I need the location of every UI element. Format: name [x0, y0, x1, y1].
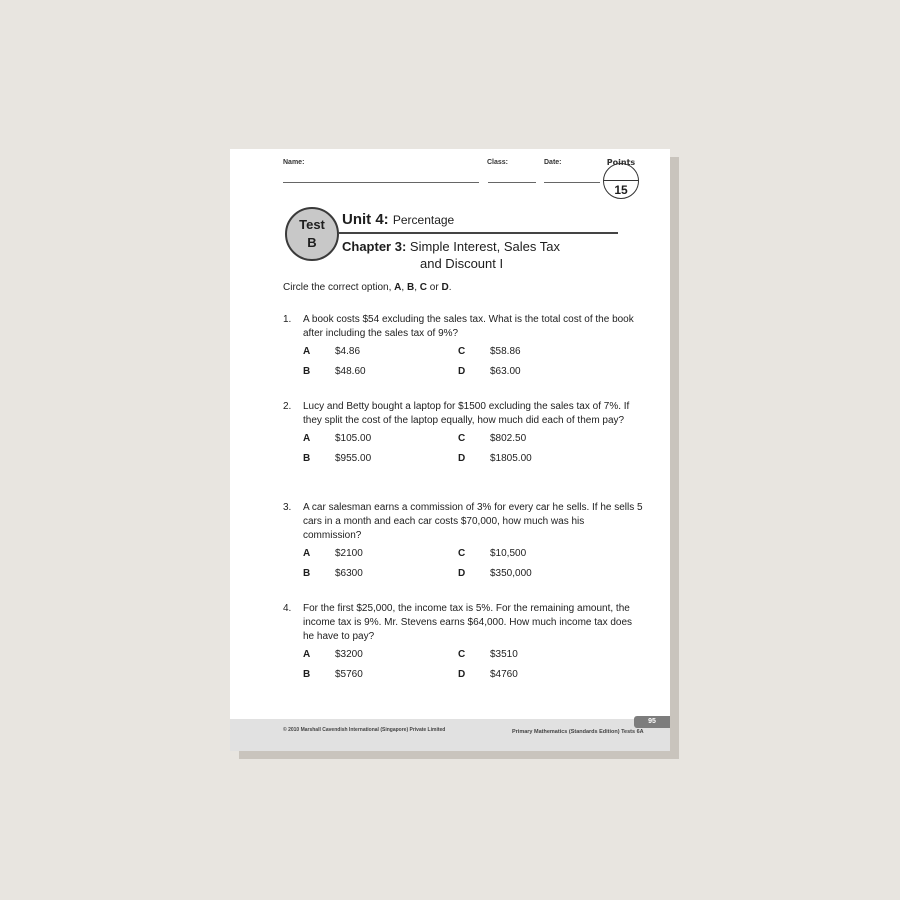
question-3	[283, 501, 643, 587]
option-value: $955.00	[335, 453, 372, 464]
class-label: Class:	[487, 159, 509, 166]
instructions-a: A	[394, 282, 402, 293]
question-text: A book costs $54 excluding the sales tax. What is the total cost of the book after including the sales tax of 9%?	[303, 314, 634, 339]
option-letter: A	[303, 649, 311, 660]
question-1	[283, 313, 643, 385]
option-letter: D	[458, 366, 466, 377]
question-2	[283, 400, 643, 472]
question-text: Lucy and Betty bought a laptop for $1500 excluding the sales tax of 7%. If they split the cost of the laptop equally, how much did each of them pay?	[303, 401, 630, 426]
chapter-label: Chapter 3:	[342, 239, 407, 254]
option-value: $6300	[335, 568, 363, 579]
instructions-end: .	[448, 282, 452, 293]
points-circle	[603, 158, 639, 199]
unit-underline	[338, 232, 618, 234]
option-letter: D	[458, 453, 466, 464]
instructions: Circle the correct option, A, B, C or D.	[283, 282, 452, 293]
option-value: $58.86	[490, 346, 521, 357]
option-letter: A	[303, 346, 311, 357]
question-number: 4.	[283, 603, 292, 614]
unit-name: Percentage	[392, 213, 455, 227]
question-text: A car salesman earns a commission of 3% for every car he sells. If he sells 5 cars in a month and each car costs $70,000, how much was his commission?	[303, 502, 643, 541]
question-text: For the first $25,000, the income tax is 5%. For the remaining amount, the income tax is 9%. Mr. Stevens earns $64,000. How much income tax does he have to pay?	[303, 603, 633, 642]
options	[303, 648, 643, 688]
name-label: Name:	[283, 159, 305, 166]
test-badge	[285, 207, 339, 261]
points-label: Points	[606, 158, 636, 167]
options	[303, 345, 643, 385]
option-letter: D	[458, 669, 466, 680]
option-letter: C	[458, 649, 466, 660]
page-number: 95	[634, 716, 670, 728]
option-letter: C	[458, 433, 466, 444]
option-value: $1805.00	[490, 453, 532, 464]
option-value: $48.60	[335, 366, 366, 377]
test-badge-label: Test	[299, 217, 325, 232]
option-value: $3200	[335, 649, 363, 660]
option-letter: C	[458, 346, 466, 357]
question-number: 2.	[283, 401, 292, 412]
chapter-name-line1: Simple Interest, Sales Tax	[409, 239, 560, 254]
option-value: $2100	[335, 548, 363, 559]
copyright-notice: © 2010 Marshall Cavendish International (Singapore) Private Limited	[283, 727, 446, 733]
option-letter: A	[303, 433, 311, 444]
instructions-c: C	[419, 282, 427, 293]
unit-title	[342, 211, 454, 228]
instructions-b: B	[406, 282, 415, 293]
worksheet-page	[230, 149, 670, 751]
instructions-text: Circle the correct option,	[283, 282, 392, 293]
test-badge-letter: B	[307, 235, 317, 250]
option-letter: A	[303, 548, 311, 559]
option-letter: C	[458, 548, 466, 559]
question-4	[283, 602, 643, 688]
chapter-name-line2: and Discount I	[420, 256, 504, 271]
unit-label: Unit 4:	[342, 211, 389, 228]
instructions-d: D	[441, 282, 449, 293]
points-value: 15	[614, 183, 628, 197]
option-value: $105.00	[335, 433, 372, 444]
option-value: $10,500	[490, 548, 527, 559]
option-value: $350,000	[490, 568, 532, 579]
option-letter: D	[458, 568, 466, 579]
options	[303, 432, 643, 472]
option-value: $63.00	[490, 366, 521, 377]
option-value: $5760	[335, 669, 363, 680]
option-letter: B	[303, 568, 311, 579]
question-number: 3.	[283, 502, 292, 513]
option-letter: B	[303, 453, 311, 464]
points-divider	[604, 180, 638, 181]
option-letter: B	[303, 366, 311, 377]
date-label: Date:	[544, 159, 562, 166]
option-letter: B	[303, 669, 311, 680]
book-title: Primary Mathematics (Standards Edition) Tests 6A	[512, 729, 644, 735]
class-line	[488, 182, 536, 183]
option-value: $4760	[490, 669, 518, 680]
option-value: $3510	[490, 649, 518, 660]
page-footer	[230, 719, 670, 751]
option-value: $4.86	[335, 346, 361, 357]
option-value: $802.50	[490, 433, 527, 444]
name-line	[283, 182, 479, 183]
question-number: 1.	[283, 314, 292, 325]
chapter-title	[342, 238, 560, 272]
options	[303, 547, 643, 587]
instructions-or: or	[429, 282, 439, 293]
date-line	[544, 182, 600, 183]
